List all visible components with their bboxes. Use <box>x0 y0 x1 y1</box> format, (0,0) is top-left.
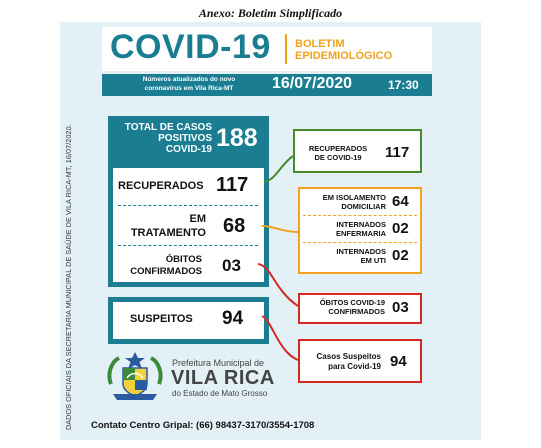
suspects-detail-line-1: Casos Suspeitos <box>316 352 381 361</box>
total-cases-label <box>112 122 212 155</box>
bulletin-time: 17:30 <box>388 78 419 92</box>
deaths-value: 03 <box>222 256 241 275</box>
deaths-detail-value: 03 <box>392 299 409 316</box>
icu-label <box>303 247 386 265</box>
total-label-line-1: TOTAL DE CASOS <box>124 122 212 133</box>
orange-divider-2 <box>303 242 417 243</box>
recovered-detail-line-2: DE COVID-19 <box>314 153 362 162</box>
ward-line-2: ENFERMARIA <box>336 229 386 238</box>
prefecture-line-3: do Estado de Mato Grosso <box>172 389 268 398</box>
suspects-detail-line-2: para Covid-19 <box>328 362 381 371</box>
divider-1 <box>118 205 258 206</box>
annex-title: Anexo: Boletim Simplificado <box>198 6 343 20</box>
orange-divider-1 <box>303 215 417 216</box>
deaths-label <box>118 254 202 278</box>
recovered-detail-line-1: RECUPERADOS <box>308 144 368 153</box>
prefecture-name: VILA RICA <box>171 367 275 389</box>
suspects-value: 94 <box>222 308 244 329</box>
home-isolation-line-1: EM ISOLAMENTO <box>322 193 386 202</box>
home-isolation-line-2: DOMICILIAR <box>341 202 386 211</box>
prefecture-line-1: Prefeitura Municipal de <box>172 358 265 368</box>
title-separator <box>285 34 287 64</box>
icu-value: 02 <box>392 247 409 264</box>
suspects-label: SUSPEITOS <box>130 313 193 325</box>
deaths-detail-line-2: CONFIRMADOS <box>328 307 385 316</box>
recovered-detail-value: 117 <box>385 144 410 161</box>
suspects-detail-label <box>303 352 381 372</box>
treatment-label-line-2: TRATAMENTO <box>130 227 206 239</box>
home-isolation-label <box>303 193 386 211</box>
covid-title: COVID-19 <box>110 28 271 66</box>
total-label-line-3: COVID-19 <box>165 144 212 155</box>
info-subtitle <box>114 76 264 93</box>
ward-value: 02 <box>392 220 409 237</box>
deaths-detail-label <box>303 298 385 316</box>
bulletin-date: 16/07/2020 <box>272 75 353 92</box>
bulletin-line-2: EPIDEMIOLÓGICO <box>295 50 393 62</box>
recovered-value: 117 <box>216 174 249 196</box>
divider-2 <box>118 245 258 246</box>
bulletin-line-1: BOLETIM <box>295 38 345 50</box>
info-subtitle-line-1: Números atualizados do novo <box>142 76 236 83</box>
total-cases-value: 188 <box>216 124 258 152</box>
deaths-label-line-1: ÓBITOS <box>165 254 202 265</box>
treatment-value: 68 <box>223 215 246 237</box>
ward-line-1: INTERNADOS <box>336 220 386 229</box>
ward-label <box>303 220 386 238</box>
contact-info: Contato Centro Gripal: (66) 98437-3170/3554-1708 <box>91 420 315 431</box>
icu-line-1: INTERNADOS <box>336 247 386 256</box>
treatment-label-line-1: EM <box>189 213 206 225</box>
recovered-label: RECUPERADOS <box>118 180 204 192</box>
deaths-detail-line-1: ÓBITOS COVID-19 <box>319 298 385 307</box>
vila-rica-coat-of-arms-icon <box>105 348 165 404</box>
info-bar <box>102 74 432 96</box>
suspects-detail-value: 94 <box>390 353 407 370</box>
total-label-line-2: POSITIVOS <box>158 133 212 144</box>
deaths-label-line-2: CONFIRMADOS <box>130 266 202 277</box>
official-data-note: DADOS OFICIAIS DA SECRETARIA MUNICIPAL DE SAÚDE DE VILA RICA-MT, 16/07/2020. <box>64 124 73 430</box>
icu-line-2: EM UTI <box>360 256 386 265</box>
home-isolation-value: 64 <box>392 193 409 210</box>
info-subtitle-line-2: coronavírus em Vila Rica-MT <box>144 84 234 92</box>
recovered-detail-label <box>300 144 376 162</box>
treatment-label <box>118 212 206 240</box>
bulletin-label <box>295 38 392 62</box>
